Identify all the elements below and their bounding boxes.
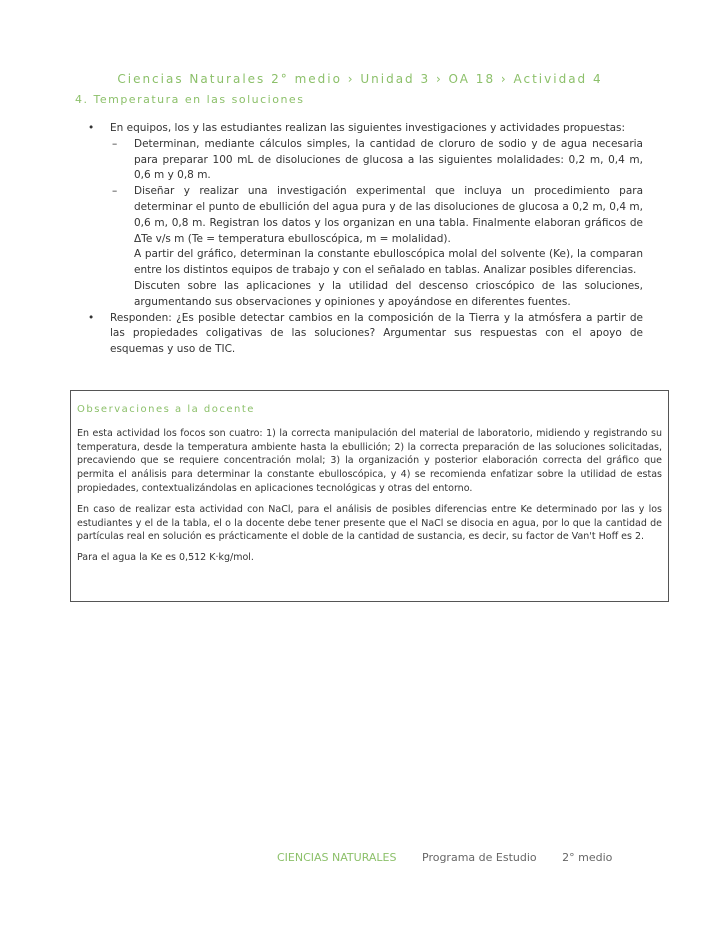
- list-item: • Responden: ¿Es posible detectar cambios en la composición de la Tierra y la atmósfera a partir de las propiedades coligativas de las soluciones? Argumentar sus respuestas con el apoyo de esquemas y uso de TIC.: [88, 311, 643, 358]
- section-title: 4. Temperatura en las soluciones: [75, 93, 305, 106]
- observations-paragraph: En esta actividad los focos son cuatro: 1) la correcta manipulación del material de laboratorio, midiendo y registrando su temperatura, desde la temperatura ambiente hasta la ebullición; 2) la correcta preparación de las soluciones solicitadas, precaviendo que se requiere concentración molal; 3) la organización y posterior elaboración correcta del gráfico que permita el análisis para determinar la constante ebulloscópica, y 4) se recomienda enfatizar sobre la utilidad de estas propiedades, contextualizándolas en aplicaciones tecnológicas y otras del entorno.: [77, 427, 662, 494]
- page-title: Ciencias Naturales 2° medio › Unidad 3 › OA 18 › Actividad 4: [117, 72, 603, 86]
- observations-paragraph: En caso de realizar esta actividad con NaCl, para el análisis de posibles diferencias entre Ke determinado por las y los estudiantes y el de la tabla, el o la docente debe tener presente que el NaCl se disocia en agua, por lo que la cantidad de partículas real en solución es prácticamente el doble de la cantidad de sustancia, es decir, su factor de Van't Hoff es 2.: [77, 503, 662, 543]
- paragraph: A partir del gráfico, determinan la constante ebulloscópica molal del solvente (Ke), la comparan entre los distintos equipos de trabajo y con el señalado en tablas. Analizar posibles diferencias.: [134, 248, 643, 277]
- bullet-text: En equipos, los y las estudiantes realizan las siguientes investigaciones y actividades propuestas:: [110, 122, 626, 134]
- observations-paragraph: Para el agua la Ke es 0,512 K·kg/mol.: [77, 552, 254, 564]
- observations-heading: Observaciones a la docente: [77, 404, 255, 415]
- footer-grade: 2° medio: [562, 851, 613, 864]
- observations-box: [70, 390, 669, 602]
- list-item: – Determinan, mediante cálculos simples, la cantidad de cloruro de sodio y de agua necesaria para preparar 100 mL de disoluciones de glucosa a las siguientes molalidades: 0,2 m, 0,4 m, 0,6 m y 0,8 m.: [112, 137, 643, 184]
- activity-content: [88, 121, 643, 358]
- footer-program: Programa de Estudio: [422, 851, 537, 864]
- paragraph: Discuten sobre las aplicaciones y la utilidad del descenso crioscópico de las soluciones, argumentando sus observaciones y opiniones y apoyándose en diferentes fuentes.: [134, 279, 643, 308]
- list-item: [88, 121, 643, 311]
- footer-subject: CIENCIAS NATURALES: [277, 851, 397, 864]
- page-footer: [277, 851, 634, 864]
- list-item: – Diseñar y realizar una investigación experimental que incluya un procedimiento para determinar el punto de ebullición del agua pura y de las disoluciones de glucosa a 0,2 m, 0,4 m, 0,6 m, 0,8 m. Registran los datos y los organizan en una tabla. Finalmente elaboran gráficos de ΔTe v/s m (Te = temperatura ebulloscópica, m = molalidad).: [112, 184, 643, 247]
